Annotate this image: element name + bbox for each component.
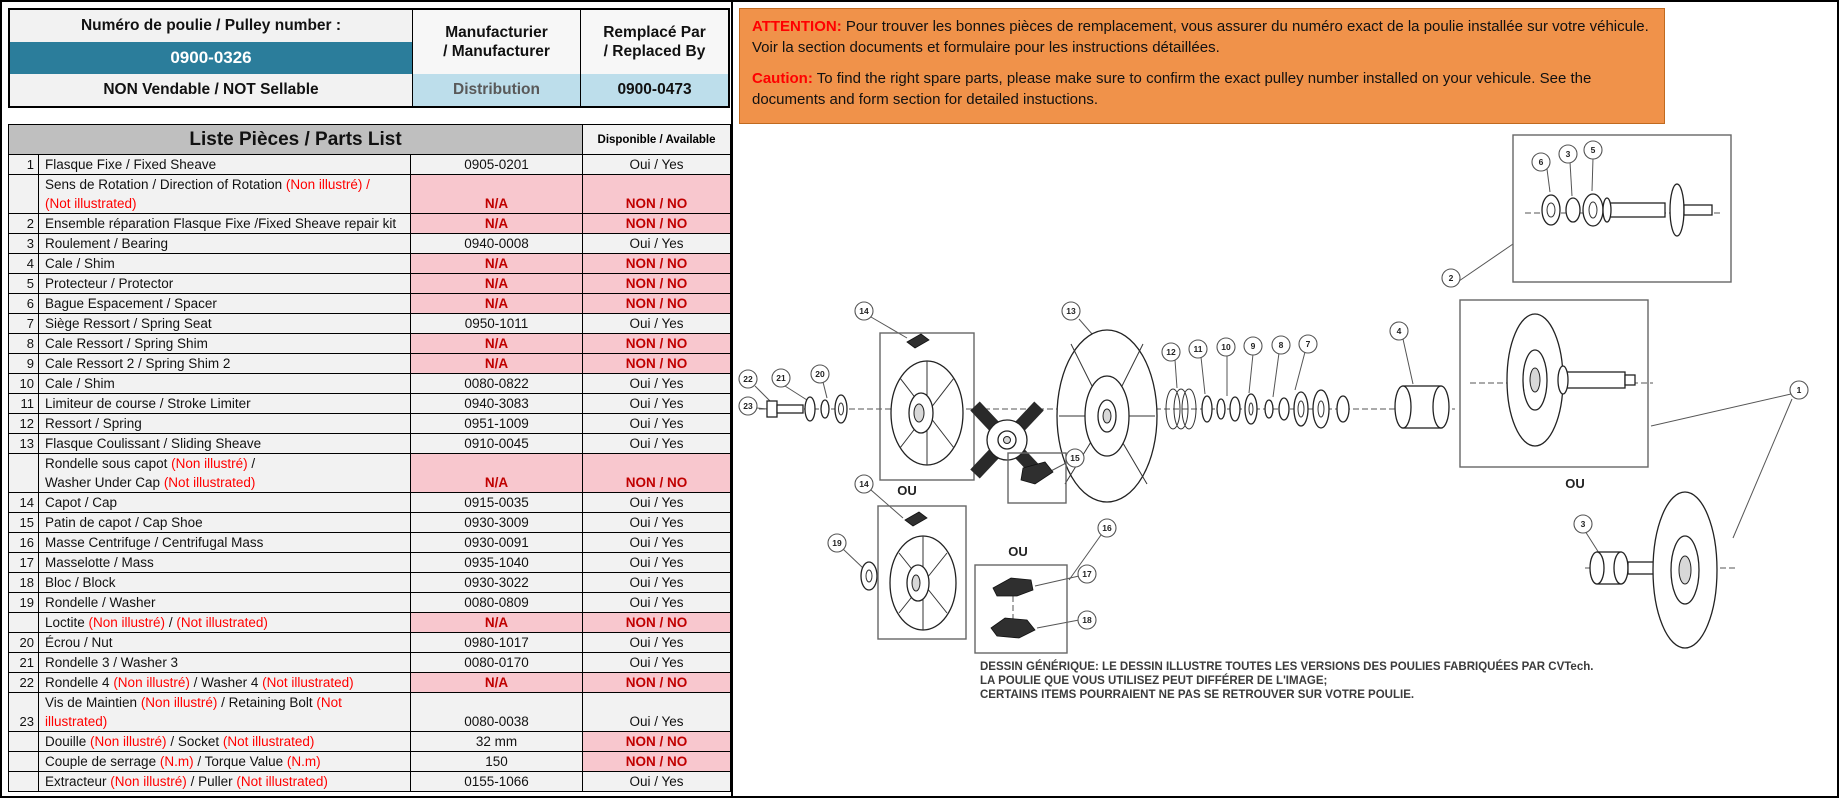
callout-16: [1098, 519, 1116, 537]
svg-text:21: 21: [776, 373, 786, 383]
availability: NON / NO: [583, 334, 731, 354]
part-item-number: [9, 732, 39, 752]
availability: Oui / Yes: [583, 394, 731, 414]
part-number: 0930-3009: [411, 513, 583, 533]
availability: Oui / Yes: [583, 155, 731, 175]
replaced-by-label-line1: Remplacé Par: [603, 23, 706, 41]
part-number: N/A: [411, 175, 583, 214]
callout-2: [1442, 269, 1460, 287]
part-description: Cale Ressort 2 / Spring Shim 2: [39, 354, 411, 374]
part-number: 0940-3083: [411, 394, 583, 414]
part-item-number: 1: [9, 155, 39, 175]
part-item-number: 14: [9, 493, 39, 513]
parts-table-row: [9, 493, 731, 513]
availability: NON / NO: [583, 454, 731, 493]
available-column-header: Disponible / Available: [583, 125, 731, 155]
part-description: Siège Ressort / Spring Seat: [39, 314, 411, 334]
part-description: Rondelle sous capot (Non illustré) / Washer Under Cap (Not illustrated): [39, 454, 411, 493]
callout-17: [1078, 565, 1096, 583]
callout-20: [811, 365, 829, 383]
left-panel: [8, 8, 730, 792]
part-description: Protecteur / Protector: [39, 274, 411, 294]
availability: Oui / Yes: [583, 553, 731, 573]
svg-text:14: 14: [859, 479, 869, 489]
callout-6: [1532, 153, 1550, 171]
replaced-by-label: [580, 10, 728, 74]
cap-shoe-box: [975, 565, 1067, 653]
ou-label-left: OU: [897, 483, 917, 498]
callout-8: [1272, 336, 1290, 354]
part-item-number: 7: [9, 314, 39, 334]
part-number: 0930-3022: [411, 573, 583, 593]
exploded-diagram: [735, 128, 1837, 796]
part-description: Rondelle 3 / Washer 3: [39, 653, 411, 673]
svg-text:6: 6: [1538, 157, 1544, 167]
part-item-number: [9, 752, 39, 772]
part-number: 0080-0809: [411, 593, 583, 613]
part-item-number: 16: [9, 533, 39, 553]
parts-table-row: [9, 653, 731, 673]
availability: Oui / Yes: [583, 374, 731, 394]
panel-divider: [731, 2, 733, 796]
diagram-note-line1: DESSIN GÉNÉRIQUE: LE DESSIN ILLUSTRE TOUTES LES VERSIONS DES POULIES FABRIQUÉES PAR CVTech.: [980, 661, 1594, 673]
parts-table-row: [9, 772, 731, 792]
attention-fr-text: Pour trouver les bonnes pièces de remplacement, vous assurer du numéro exact de la poulie installée sur votre véhicule. Voir la section documents et formulaire pour les instructions détaillées.: [752, 18, 1649, 56]
cap-box: [1008, 453, 1066, 503]
svg-text:17: 17: [1082, 569, 1092, 579]
parts-table-row: [9, 732, 731, 752]
part-description: Limiteur de course / Stroke Limiter: [39, 394, 411, 414]
svg-text:4: 4: [1396, 326, 1402, 336]
part-item-number: 8: [9, 334, 39, 354]
callout-22: [739, 370, 757, 388]
ou-label-right: OU: [1565, 476, 1585, 491]
part-number: N/A: [411, 294, 583, 314]
sellable-status: NON Vendable / NOT Sellable: [103, 81, 319, 98]
svg-text:8: 8: [1278, 340, 1284, 350]
callout-14: [855, 475, 873, 493]
part-description: Bague Espacement / Spacer: [39, 294, 411, 314]
callout-4: [1390, 322, 1408, 340]
svg-text:20: 20: [815, 369, 825, 379]
svg-text:19: 19: [832, 538, 842, 548]
part-description: Ensemble réparation Flasque Fixe /Fixed Sheave repair kit: [39, 214, 411, 234]
availability: Oui / Yes: [583, 493, 731, 513]
part-description: Flasque Coulissant / Sliding Sheave: [39, 434, 411, 454]
parts-table-row: [9, 314, 731, 334]
parts-table-row: [9, 533, 731, 553]
part-item-number: 4: [9, 254, 39, 274]
manufacturer-value: Distribution: [412, 74, 580, 106]
part-description: Masse Centrifuge / Centrifugal Mass: [39, 533, 411, 553]
callout-7: [1299, 335, 1317, 353]
svg-text:3: 3: [1565, 149, 1571, 159]
part-item-number: 19: [9, 593, 39, 613]
part-number: 0935-1040: [411, 553, 583, 573]
parts-table-row: [9, 354, 731, 374]
parts-table-header-row: [9, 125, 731, 155]
availability: NON / NO: [583, 354, 731, 374]
part-item-number: 21: [9, 653, 39, 673]
part-description: Ressort / Spring: [39, 414, 411, 434]
parts-table-row: [9, 573, 731, 593]
availability: NON / NO: [583, 752, 731, 772]
callout-5: [1584, 141, 1602, 159]
parts-table-row: [9, 553, 731, 573]
callout-12: [1162, 343, 1180, 361]
availability: NON / NO: [583, 175, 731, 214]
availability: Oui / Yes: [583, 533, 731, 553]
replaced-by-label-line2: / Replaced By: [603, 43, 706, 60]
parts-table-row: [9, 513, 731, 533]
attention-en-text: To find the right spare parts, please make sure to confirm the exact pulley number installed on your vehicule. See the documents and form section for detailed instuctions.: [752, 70, 1592, 109]
callout-3: [1574, 515, 1592, 533]
sliding-sheave-group: [1057, 330, 1157, 502]
svg-text:3: 3: [1580, 519, 1586, 529]
availability: NON / NO: [583, 254, 731, 274]
svg-text:1: 1: [1796, 385, 1802, 395]
replaced-by-value: 0900-0473: [580, 74, 728, 106]
parts-table-row: [9, 234, 731, 254]
availability: Oui / Yes: [583, 633, 731, 653]
part-item-number: [9, 613, 39, 633]
callout-3: [1559, 145, 1577, 163]
pulley-number-value: 0900-0326: [10, 42, 412, 74]
pulley-header-table: [8, 8, 730, 108]
diagram-note: [980, 660, 1593, 701]
parts-table-row: [9, 633, 731, 653]
availability: Oui / Yes: [583, 653, 731, 673]
parts-table-row: [9, 394, 731, 414]
part-number: N/A: [411, 254, 583, 274]
svg-text:2: 2: [1448, 273, 1454, 283]
manufacturer-label-line1: Manufacturier: [445, 23, 548, 41]
part-item-number: 22: [9, 673, 39, 693]
part-number: 0950-1011: [411, 314, 583, 334]
part-number: 0915-0035: [411, 493, 583, 513]
part-item-number: 10: [9, 374, 39, 394]
svg-text:9: 9: [1250, 341, 1256, 351]
availability: NON / NO: [583, 294, 731, 314]
svg-text:23: 23: [743, 401, 753, 411]
part-item-number: 17: [9, 553, 39, 573]
part-item-number: 18: [9, 573, 39, 593]
part-item-number: 20: [9, 633, 39, 653]
part-description: Extracteur (Non illustré) / Puller (Not illustrated): [39, 772, 411, 792]
callout-18: [1078, 611, 1096, 629]
svg-text:10: 10: [1221, 342, 1231, 352]
svg-text:7: 7: [1305, 339, 1311, 349]
svg-text:15: 15: [1070, 453, 1080, 463]
part-description: Capot / Cap: [39, 493, 411, 513]
part-item-number: 13: [9, 434, 39, 454]
manufacturer-label-line2: / Manufacturer: [443, 43, 550, 60]
part-number: N/A: [411, 334, 583, 354]
svg-text:16: 16: [1102, 523, 1112, 533]
availability: Oui / Yes: [583, 593, 731, 613]
part-item-number: [9, 772, 39, 792]
availability: NON / NO: [583, 214, 731, 234]
svg-text:13: 13: [1066, 306, 1076, 316]
part-number: 0940-0008: [411, 234, 583, 254]
part-description: Bloc / Block: [39, 573, 411, 593]
part-item-number: 23: [9, 693, 39, 732]
part-description: Rondelle / Washer: [39, 593, 411, 613]
part-description: Écrou / Nut: [39, 633, 411, 653]
availability: Oui / Yes: [583, 772, 731, 792]
parts-table-row: [9, 155, 731, 175]
callout-14: [855, 302, 873, 320]
part-item-number: 9: [9, 354, 39, 374]
part-item-number: 3: [9, 234, 39, 254]
svg-text:18: 18: [1082, 615, 1092, 625]
parts-table-row: [9, 254, 731, 274]
callout-11: [1189, 340, 1207, 358]
part-description: Flasque Fixe / Fixed Sheave: [39, 155, 411, 175]
part-number: 0080-0170: [411, 653, 583, 673]
attention-en: [752, 69, 1652, 110]
availability: NON / NO: [583, 732, 731, 752]
spider-group: [975, 406, 1039, 474]
diagram-note-line2: LA POULIE QUE VOUS UTILISEZ PEUT DIFFÉRER DE L'IMAGE;: [980, 675, 1328, 687]
svg-text:12: 12: [1166, 347, 1176, 357]
parts-table: [8, 124, 731, 792]
parts-table-row: [9, 334, 731, 354]
parts-table-row: [9, 434, 731, 454]
parts-table-row: [9, 175, 731, 214]
part-description: Cale / Shim: [39, 374, 411, 394]
parts-table-row: [9, 214, 731, 234]
ou-label-center: OU: [1008, 544, 1028, 559]
parts-table-row: [9, 693, 731, 732]
svg-text:22: 22: [743, 374, 753, 384]
availability: NON / NO: [583, 673, 731, 693]
parts-table-row: [9, 673, 731, 693]
part-description: Masselotte / Mass: [39, 553, 411, 573]
callout-1: [1790, 381, 1808, 399]
parts-table-row: [9, 613, 731, 633]
part-description: Rondelle 4 (Non illustré) / Washer 4 (Not illustrated): [39, 673, 411, 693]
part-description: Cale / Shim: [39, 254, 411, 274]
callout-15: [1066, 449, 1084, 467]
part-description: Patin de capot / Cap Shoe: [39, 513, 411, 533]
cap-option-box-2: [878, 506, 966, 639]
part-description: Roulement / Bearing: [39, 234, 411, 254]
part-item-number: 15: [9, 513, 39, 533]
parts-table-row: [9, 593, 731, 613]
spacer-cylinder: [1395, 386, 1449, 428]
pulley-number-label: Numéro de poulie / Pulley number :: [80, 17, 342, 34]
part-description: Cale Ressort / Spring Shim: [39, 334, 411, 354]
part-item-number: 2: [9, 214, 39, 234]
availability: Oui / Yes: [583, 414, 731, 434]
part-item-number: 5: [9, 274, 39, 294]
availability: NON / NO: [583, 274, 731, 294]
callout-21: [772, 369, 790, 387]
callout-13: [1062, 302, 1080, 320]
part-number: N/A: [411, 454, 583, 493]
callout-23: [739, 397, 757, 415]
part-description: Couple de serrage (N.m) / Torque Value (N.m): [39, 752, 411, 772]
part-item-number: [9, 454, 39, 493]
parts-table-row: [9, 374, 731, 394]
part-item-number: 12: [9, 414, 39, 434]
parts-table-row: [9, 454, 731, 493]
availability: Oui / Yes: [583, 513, 731, 533]
fixed-sheave-bottom-right: [1590, 492, 1717, 648]
svg-text:5: 5: [1590, 145, 1596, 155]
part-number: N/A: [411, 673, 583, 693]
attention-fr-label: ATTENTION:: [752, 18, 842, 35]
part-number: 0905-0201: [411, 155, 583, 175]
manufacturer-label: [412, 10, 580, 74]
availability: Oui / Yes: [583, 693, 731, 732]
parts-table-row: [9, 294, 731, 314]
part-number: N/A: [411, 274, 583, 294]
part-number: 0910-0045: [411, 434, 583, 454]
part-number: N/A: [411, 613, 583, 633]
part-number: 0951-1009: [411, 414, 583, 434]
availability: Oui / Yes: [583, 234, 731, 254]
part-number: 0930-0091: [411, 533, 583, 553]
cap-option-box-1: [880, 333, 974, 480]
svg-text:11: 11: [1193, 344, 1203, 354]
callout-19: [828, 534, 846, 552]
svg-text:14: 14: [859, 306, 869, 316]
diagram-note-line3: CERTAINS ITEMS POURRAIENT NE PAS SE RETROUVER SUR VOTRE POULIE.: [980, 689, 1415, 701]
parts-table-title: Liste Pièces / Parts List: [9, 125, 583, 155]
availability: Oui / Yes: [583, 314, 731, 334]
part-number: 150: [411, 752, 583, 772]
part-number: 32 mm: [411, 732, 583, 752]
availability: NON / NO: [583, 613, 731, 633]
part-number: 0980-1017: [411, 633, 583, 653]
part-item-number: 6: [9, 294, 39, 314]
part-description: Douille (Non illustré) / Socket (Not illustrated): [39, 732, 411, 752]
part-number: 0080-0038: [411, 693, 583, 732]
part-description: Vis de Maintien (Non illustré) / Retaining Bolt (Not illustrated): [39, 693, 411, 732]
callout-10: [1217, 338, 1235, 356]
part-description: Loctite (Non illustré) / (Not illustrated): [39, 613, 411, 633]
part-number: N/A: [411, 354, 583, 374]
availability: Oui / Yes: [583, 434, 731, 454]
callout-9: [1244, 337, 1262, 355]
attention-fr: [752, 17, 1652, 58]
attention-en-label: Caution:: [752, 70, 813, 88]
part-number: 0080-0822: [411, 374, 583, 394]
part-description: Sens de Rotation / Direction of Rotation (Non illustré) / (Not illustrated): [39, 175, 411, 214]
part-number: 0155-1066: [411, 772, 583, 792]
attention-banner: [739, 8, 1665, 124]
parts-table-row: [9, 752, 731, 772]
parts-table-row: [9, 274, 731, 294]
part-number: N/A: [411, 214, 583, 234]
parts-table-row: [9, 414, 731, 434]
part-item-number: 11: [9, 394, 39, 414]
availability: Oui / Yes: [583, 573, 731, 593]
part-item-number: [9, 175, 39, 214]
